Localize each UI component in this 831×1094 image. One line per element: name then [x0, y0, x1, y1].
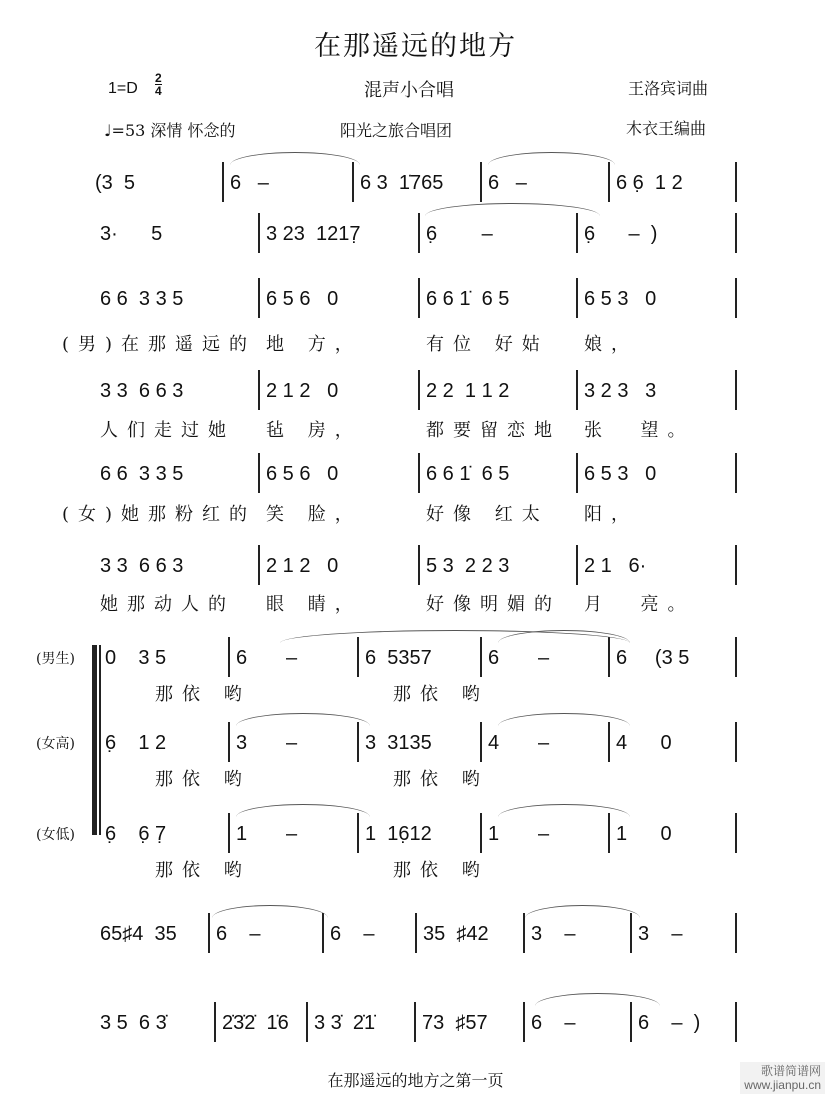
part-label: (男生)	[36, 651, 75, 667]
measure: 6 (3 5	[616, 647, 690, 669]
barline	[523, 913, 525, 953]
barline	[608, 813, 610, 853]
measure: 3 2 3 3	[584, 380, 657, 402]
barline	[608, 162, 610, 202]
measure: 3 3 6 6 3	[100, 380, 184, 402]
measure: 6 –	[330, 923, 375, 945]
arranger-credit: 木衣王编曲	[626, 119, 707, 138]
composer-credit: 王洛宾词曲	[628, 79, 709, 98]
part-label: (女高)	[36, 736, 75, 752]
key-signature: 1=D	[108, 80, 138, 97]
barline	[735, 213, 737, 253]
barline	[418, 213, 420, 253]
barline	[576, 278, 578, 318]
barline	[306, 1002, 308, 1042]
measure: 4 –	[488, 732, 550, 754]
barline	[228, 637, 230, 677]
tie-slur	[212, 905, 328, 918]
time-bottom: 4	[155, 84, 162, 98]
barline	[735, 722, 737, 762]
measure: 6 5 3 0	[584, 288, 657, 310]
barline	[415, 913, 417, 953]
measure: 3 23 1217̣	[266, 223, 361, 245]
time-top: 2	[155, 71, 162, 85]
barline	[480, 813, 482, 853]
measure: 6 3 1̇765	[360, 172, 444, 194]
tie-slur	[488, 152, 615, 165]
measure: 3 3135	[365, 732, 432, 754]
measure: 2 2 1 1 2	[426, 380, 510, 402]
barline	[357, 637, 359, 677]
lyric-line: 那依 哟	[393, 684, 489, 705]
barline	[357, 722, 359, 762]
measure: 3· 5	[100, 223, 163, 245]
tie-slur	[498, 804, 630, 817]
lyric-line: 笑 脸，	[266, 504, 362, 525]
tie-slur	[230, 152, 360, 165]
measure: 3 –	[236, 732, 298, 754]
barline	[608, 722, 610, 762]
measure: 6 –	[531, 1012, 576, 1034]
measure: 35 ♯42	[423, 923, 489, 945]
barline	[735, 278, 737, 318]
lyric-line: 都要留恋地	[426, 420, 561, 441]
measure: 6 –	[216, 923, 261, 945]
measure: 3 –	[531, 923, 576, 945]
lyric-line: 张 望。	[584, 420, 695, 441]
barline	[352, 162, 354, 202]
barline	[735, 913, 737, 953]
tie-slur	[525, 905, 640, 918]
lyric-line: 眼 睛，	[266, 594, 362, 615]
barline	[735, 813, 737, 853]
lyric-line: 好像明媚的	[426, 594, 561, 615]
measure: 6̣ 6̣ 7̣	[105, 823, 167, 845]
barline	[630, 1002, 632, 1042]
barline	[258, 213, 260, 253]
measure: 2 1 2 0	[266, 555, 339, 577]
measure: 73 ♯57	[422, 1012, 488, 1034]
measure: 2 1 6·	[584, 555, 647, 577]
barline	[228, 813, 230, 853]
measure: 6 –	[230, 172, 269, 194]
tie-slur	[425, 203, 600, 216]
measure: 4 0	[616, 732, 672, 754]
lyric-line: 人们走过她	[100, 420, 235, 441]
measure: 3 3 6 6 3	[100, 555, 184, 577]
measure: 6 – )	[638, 1012, 701, 1034]
measure: 1 –	[236, 823, 298, 845]
measure: 6 6 3 3 5	[100, 463, 184, 485]
lyric-line: 毡 房，	[266, 420, 362, 441]
barline	[222, 162, 224, 202]
measure: 6 6 3 3 5	[100, 288, 184, 310]
measure: 2 1 2 0	[266, 380, 339, 402]
measure: 6̣ – )	[584, 223, 658, 245]
barline	[735, 453, 737, 493]
watermark-site: 歌谱简谱网	[760, 1064, 821, 1078]
barline	[208, 913, 210, 953]
barline	[418, 453, 420, 493]
measure: 3 3̇ 2̇1̇	[314, 1012, 376, 1034]
barline	[258, 545, 260, 585]
score-title: 在那遥远的地方	[314, 31, 517, 62]
barline	[418, 545, 420, 585]
lyric-line: 那依 哟	[155, 684, 251, 705]
lyric-line: 那依 哟	[155, 860, 251, 881]
barline	[480, 637, 482, 677]
barline	[608, 637, 610, 677]
lyric-line: (男)在那遥远的	[62, 334, 257, 355]
barline	[214, 1002, 216, 1042]
lyric-line: 好像 红太	[426, 504, 549, 525]
lyric-line: 那依 哟	[393, 769, 489, 790]
lyric-line: 有位 好姑	[426, 334, 549, 355]
lyric-line: 月 亮。	[584, 594, 695, 615]
barline	[322, 913, 324, 953]
barline	[357, 813, 359, 853]
barline	[630, 913, 632, 953]
measure: 6 5357	[365, 647, 432, 669]
measure: (3 5	[95, 172, 136, 194]
measure: 6 –	[488, 172, 527, 194]
barline	[576, 213, 578, 253]
barline	[258, 370, 260, 410]
barline	[735, 162, 737, 202]
measure: 1 0	[616, 823, 672, 845]
tempo-marking: ♩=53 深情 怀念的	[104, 121, 236, 140]
part-label: (女低)	[36, 827, 75, 843]
measure: 0 3 5	[105, 647, 167, 669]
measure: 1 16̣12	[365, 823, 432, 845]
barline	[480, 162, 482, 202]
barline	[576, 370, 578, 410]
time-signature	[155, 72, 162, 97]
lyric-line: 那依 哟	[393, 860, 489, 881]
lyric-line: 娘，	[584, 334, 638, 355]
lyric-line: (女)她那粉红的	[62, 504, 257, 525]
performer-credit: 阳光之旅合唱团	[340, 121, 453, 140]
lyric-line: 阳，	[584, 504, 638, 525]
page-footer: 在那遥远的地方之第一页	[327, 1071, 504, 1090]
barline	[576, 453, 578, 493]
tie-slur	[535, 993, 660, 1006]
tie-slur	[236, 804, 370, 817]
lyric-line: 那依 哟	[155, 769, 251, 790]
measure: 5 3 2 2 3	[426, 555, 510, 577]
measure: 1 –	[488, 823, 550, 845]
barline	[258, 453, 260, 493]
measure: 6̣ 1 2	[105, 732, 167, 754]
barline	[735, 1002, 737, 1042]
lyric-line: 她那动人的	[100, 594, 235, 615]
chorus-bracket	[92, 645, 97, 835]
measure: 6 –	[236, 647, 298, 669]
watermark	[740, 1062, 825, 1094]
measure: 6 5 3 0	[584, 463, 657, 485]
barline	[258, 278, 260, 318]
barline	[418, 370, 420, 410]
genre-label: 混声小合唱	[364, 80, 454, 101]
measure: 6̣ –	[426, 223, 493, 245]
measure: 6 6 1̇ 6 5	[426, 463, 510, 485]
measure: 6 5 6 0	[266, 463, 339, 485]
measure: 2̇3̇2̇ 1̇6	[222, 1012, 289, 1034]
tie-slur	[236, 713, 370, 726]
barline	[735, 637, 737, 677]
barline	[228, 722, 230, 762]
barline	[735, 370, 737, 410]
measure: 6 6̣ 1 2	[616, 172, 683, 194]
barline	[418, 278, 420, 318]
watermark-url: www.jianpu.cn	[744, 1078, 821, 1092]
barline	[523, 1002, 525, 1042]
measure: 65♯4 35	[100, 923, 177, 945]
barline	[480, 722, 482, 762]
barline	[735, 545, 737, 585]
lyric-line: 地 方，	[266, 334, 362, 355]
measure: 6 5 6 0	[266, 288, 339, 310]
barline	[414, 1002, 416, 1042]
tie-slur	[498, 713, 630, 726]
measure: 6 6 1̇ 6 5	[426, 288, 510, 310]
measure: 3 –	[638, 923, 683, 945]
measure: 3 5 6 3̇	[100, 1012, 167, 1034]
barline	[576, 545, 578, 585]
measure: 6 –	[488, 647, 550, 669]
